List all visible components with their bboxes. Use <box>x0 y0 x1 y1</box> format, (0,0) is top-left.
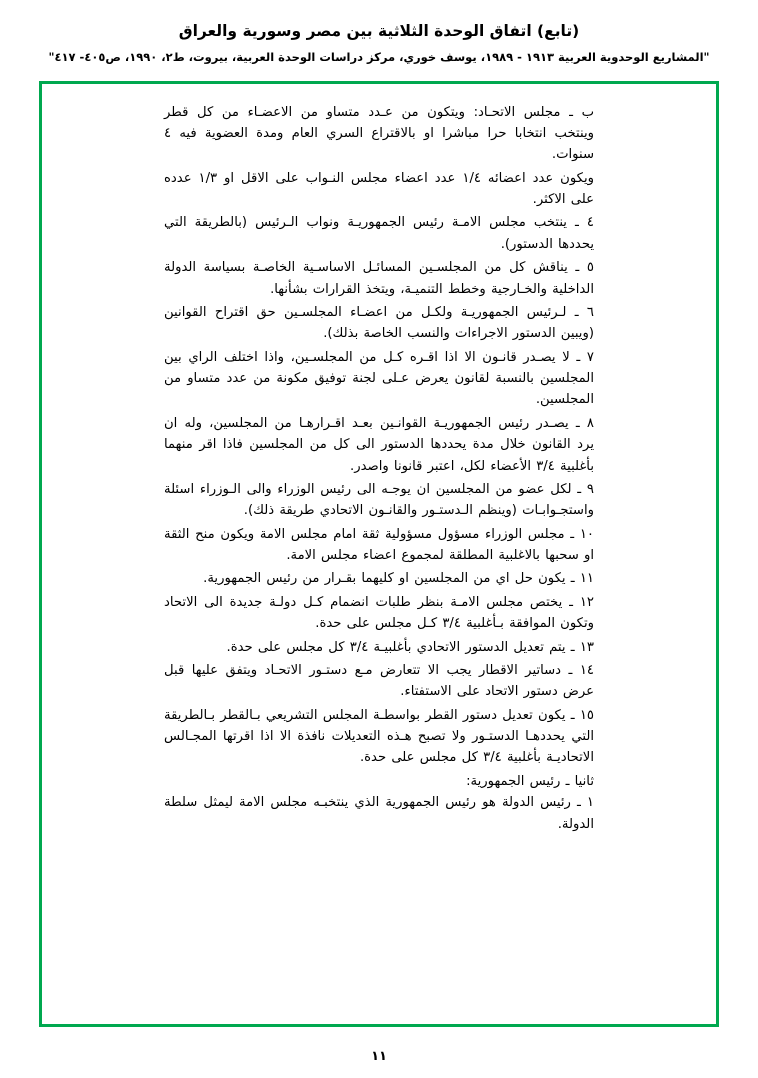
source-citation: "المشاريع الوحدوية العربية ١٩١٣ - ١٩٨٩، يوسف خوري، مركز دراسات الوحدة العربية، بيروت، ط٢، ١٩٩٠، ص٤٠٥- ٤١٧" <box>48 50 710 65</box>
page-title: (تابع) اتفاق الوحدة الثلاثية بين مصر وسورية والعراق <box>178 22 580 40</box>
paragraph: ١٥ ـ يكون تعديل دستور القطر بواسطـة المجلس التشريعي بـالقطر بـالطريقة التي يحددهـا الدستـور ولا تصبح هـذه التعديلات نافذة الا اذا اقرتها المجـالس الاتحاديـة بأغلبية ٣/٤ كل مجلس على حدة. <box>164 707 594 766</box>
paragraph: ١ ـ رئيس الدولة هو رئيس الجمهورية الذي ينتخبـه مجلس الامة ليمثل سلطة الدولة. <box>164 795 594 832</box>
paragraph: ١٣ ـ يتم تعديل الدستور الاتحادي بأغلبيـة ٣/٤ كل مجلس على حدة. <box>226 639 594 655</box>
paragraph: ٧ ـ لا يصـدر قانـون الا اذا اقـره كـل من المجلسـين، واذا اختلف الراي بين المجلسين بالنسبة لقانون يعرض عـلى لجنة توفيق مكونة من عدد متساو من المجلسين. <box>164 349 594 408</box>
paragraph: ١٤ ـ دساتير الاقطار يجب الا تتعارض مـع دستـور الاتحـاد ويتفق عليها قبل عرض دستور الاتحاد على الاستفتاء. <box>164 662 594 700</box>
paragraph: ٥ ـ يناقش كل من المجلسـين المسائـل الاساسـية الخاصـة بسياسة الدولة الداخلية والخـارجية وخطط التنميـة، ويتخذ القرارات بشأنها. <box>164 260 594 297</box>
content-frame <box>39 81 719 1027</box>
paragraph: ٨ ـ يصـدر رئيس الجمهوريـة القوانـين بعـد اقـرارهـا من المجلسين، وله ان يرد القانون خلال مدة يحددها الدستور الى كل من المجلسين فاذا اقر منهما بأغلبية ٣/٤ الأعضاء لكل، اعتبر قانونا واصدر. <box>164 415 594 474</box>
body-text-column <box>164 102 594 835</box>
paragraph: ١١ ـ يكون حل اي من المجلسين او كليهما بقـرار من رئيس الجمهورية. <box>203 571 594 587</box>
paragraph: ٤ ـ ينتخب مجلس الامـة رئيس الجمهوريـة ونواب الـرئيس (بالطريقة التي يحددها الدستور). <box>164 215 594 252</box>
paragraph: ٩ ـ لكل عضو من المجلسين ان يوجـه الى رئيس الوزراء والى الـوزراء اسئلة واستجـوابـات (وينظم الـدستـور والقانـون الاتحادي طريقة ذلك). <box>164 481 594 519</box>
paragraph: ١٢ ـ يختص مجلس الامـة بنظر طلبات انضمام كـل دولـة جديدة الى الاتحاد وتكون الموافقة بـأغلبية ٣/٤ كـل مجلس على حدة. <box>164 594 594 632</box>
paragraph: ٦ ـ لـرئيس الجمهوريـة ولكـل من اعضـاء المجلسـين حق اقتراح القوانين (ويبين الدستور الاجراءات والنسب الخاصة بذلك). <box>164 304 594 342</box>
paragraph: ١٠ ـ مجلس الوزراء مسؤول مسؤولية ثقة امام مجلس الامة ويكون منح الثقة او سحبها بالاغلبية المطلقة لمجموع اعضاء مجلس الامة. <box>164 526 594 563</box>
paragraph: ويكون عدد اعضائه ١/٤ عدد اعضاء مجلس النـواب على الاقل او ١/٣ عدده على الاكثر. <box>164 170 595 207</box>
page-number: ١١ <box>371 1049 387 1064</box>
paragraph: ب ـ مجلس الاتحـاد: ويتكون من عـدد متساو من الاعضـاء من كل قطر وينتخب انتخابا حرا مباشرا او بالاقتراع السري العام ومدة العضوية فيه ٤ سنوات. <box>164 104 594 163</box>
section-heading: ثانيا ـ رئيس الجمهورية: <box>466 773 594 789</box>
